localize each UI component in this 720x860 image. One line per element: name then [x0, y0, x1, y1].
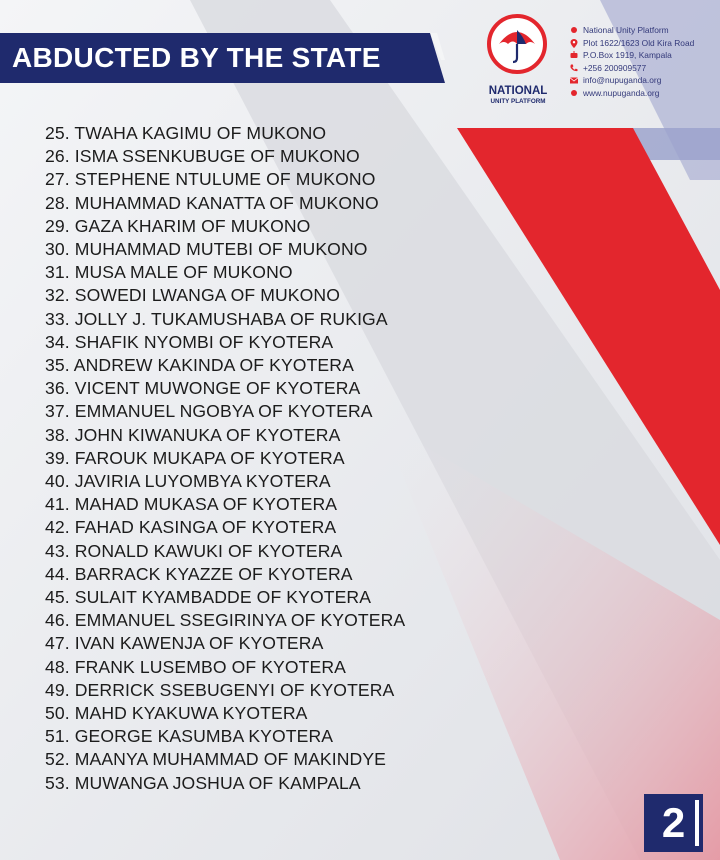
list-item: 41. MAHAD MUKASA OF KYOTERA [45, 494, 338, 515]
contact-info [570, 24, 694, 99]
mailbox-icon [570, 51, 578, 59]
list-item: 44. BARRACK KYAZZE OF KYOTERA [45, 563, 353, 584]
page-number: 2 [661, 799, 686, 846]
contact-text: www.nupuganda.org [583, 87, 660, 98]
page-title: ABDUCTED BY THE STATE [12, 42, 381, 73]
list-item: 29. GAZA KHARIM OF MUKONO [45, 215, 311, 236]
list-item: 28. MUHAMMAD KANATTA OF MUKONO [45, 192, 379, 213]
abducted-list [45, 122, 405, 795]
list-item: 42. FAHAD KASINGA OF KYOTERA [45, 517, 337, 538]
umbrella-icon [495, 22, 539, 66]
contact-text: P.O.Box 1919, Kampala [583, 50, 672, 61]
title-banner [0, 33, 445, 83]
badge-accent-bar [695, 800, 699, 846]
envelope-icon [570, 76, 578, 84]
contact-org [570, 24, 694, 37]
list-item: 51. GEORGE KASUMBA KYOTERA [45, 726, 334, 747]
contact-text: National Unity Platform [583, 25, 669, 36]
list-item: 31. MUSA MALE OF MUKONO [45, 262, 293, 283]
list-item: 27. STEPHENE NTULUME OF MUKONO [45, 169, 376, 190]
list-item: 53. MUWANGA JOSHUA OF KAMPALA [45, 772, 361, 793]
contact-text: Plot 1622/1623 Old Kira Road [583, 37, 695, 48]
contact-email[interactable] [570, 74, 694, 87]
nup-logo [481, 14, 555, 114]
list-item: 33. JOLLY J. TUKAMUSHABA OF RUKIGA [45, 308, 388, 329]
contact-phone [570, 62, 694, 75]
umbrella-emblem [487, 14, 547, 74]
list-item: 25. TWAHA KAGIMU OF MUKONO [45, 123, 327, 143]
list-item: 45. SULAIT KYAMBADDE OF KYOTERA [45, 587, 372, 608]
list-item: 52. MAANYA MUHAMMAD OF MAKINDYE [45, 749, 387, 770]
contact-website[interactable] [570, 87, 694, 100]
list-item: 30. MUHAMMAD MUTEBI OF MUKONO [45, 239, 368, 260]
list-item: 46. EMMANUEL SSEGIRINYA OF KYOTERA [45, 610, 406, 631]
contact-text: info@nupuganda.org [583, 75, 662, 86]
list-item: 49. DERRICK SSEBUGENYI OF KYOTERA [45, 679, 395, 700]
contact-address [570, 37, 694, 50]
list-item: 36. VICENT MUWONGE OF KYOTERA [45, 378, 361, 399]
list-item: 48. FRANK LUSEMBO OF KYOTERA [45, 656, 346, 677]
list-item: 34. SHAFIK NYOMBI OF KYOTERA [45, 331, 334, 352]
list-item: 43. RONALD KAWUKI OF KYOTERA [45, 540, 343, 561]
list-item: 39. FAROUK MUKAPA OF KYOTERA [45, 447, 345, 468]
list-item: 35. ANDREW KAKINDA OF KYOTERA [45, 355, 354, 376]
contact-text: +256 200909577 [583, 62, 647, 73]
page-number-badge [644, 794, 703, 852]
list-item: 47. IVAN KAWENJA OF KYOTERA [45, 633, 324, 654]
contact-pobox [570, 49, 694, 62]
list-item: 50. MAHD KYAKUWA KYOTERA [45, 703, 308, 724]
list-item: 32. SOWEDI LWANGA OF MUKONO [45, 285, 340, 306]
list-item: 26. ISMA SSENKUBUGE OF MUKONO [45, 146, 360, 167]
list-item: 40. JAVIRIA LUYOMBYA KYOTERA [45, 471, 331, 492]
phone-icon [570, 64, 578, 72]
logo-subtitle: UNITY PLATFORM [490, 98, 546, 105]
list-item: 37. EMMANUEL NGOBYA OF KYOTERA [45, 401, 373, 422]
map-pin-icon [570, 39, 578, 47]
logo-title: NATIONAL [488, 85, 548, 97]
location-dot-icon [570, 26, 578, 34]
list-item: 38. JOHN KIWANUKA OF KYOTERA [45, 424, 341, 445]
globe-icon [570, 89, 578, 97]
